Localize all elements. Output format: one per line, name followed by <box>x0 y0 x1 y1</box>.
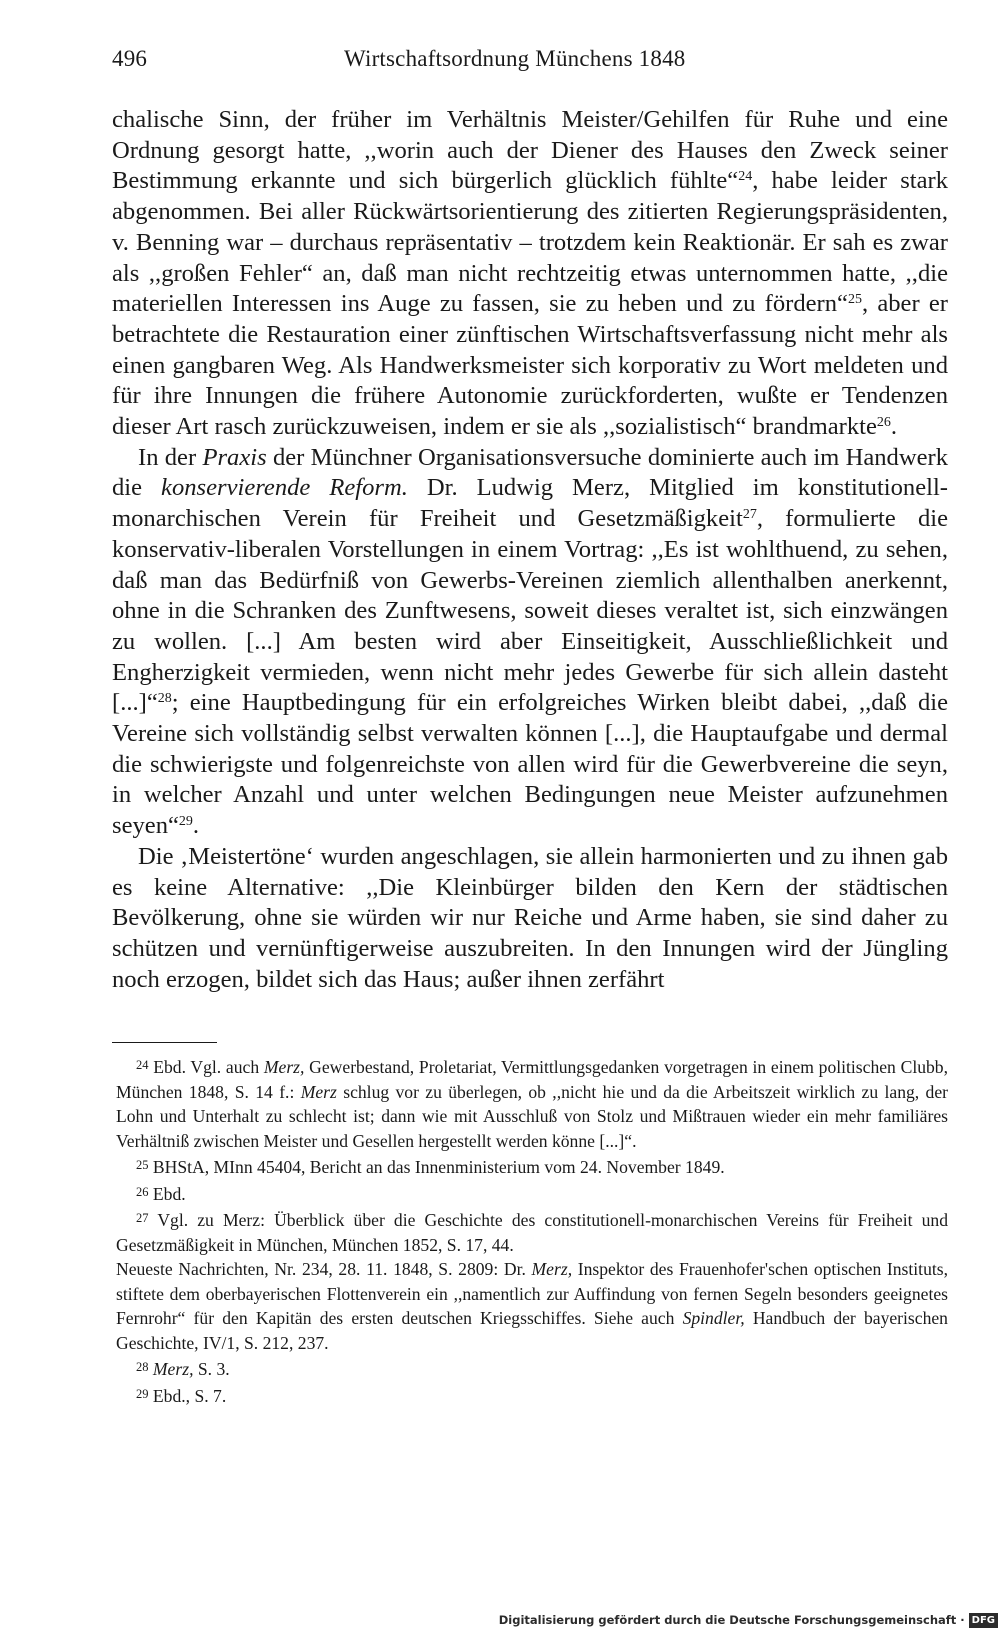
page-number: 496 <box>112 46 148 71</box>
footnote-25 <box>116 1153 948 1180</box>
text-run: , habe leider stark abgenommen. Bei aller Rückwärtsorientierung des zitierten Regierungspräsidenten, v. Benning war – durchaus repräsentativ – trotzdem kein Reaktionär. Er sah es zwar als ,,großen Fehler“ an, daß man nicht rechtzeitig etwas unternommen hatte, ,,die materiellen Interessen ins Auge zu fassen, sie zu heben und zu fördern“ <box>112 167 948 318</box>
italic-term: Merz, <box>263 1057 305 1077</box>
credit-text: Digitalisierung gefördert durch die Deutsche Forschungsgemeinschaft · <box>498 1613 965 1627</box>
text-run: Inspektor des Frauenhofer'schen optischen Instituts, stiftete dem oberbayerischen Flottenverein ein ,,namentlich zur Auffindung von fernen Segeln besonders geeignetes Fernrohr“ für den Kapitän des ersten deutschen Kriegsschiffes. Siehe auch <box>116 1259 948 1328</box>
dfg-logo-icon: DFG <box>969 1613 998 1628</box>
text-run: S. 3. <box>193 1359 230 1379</box>
footnotes <box>116 1053 948 1408</box>
paragraph-3: Die ‚Meistertöne‘ wurden angeschlagen, sie allein harmonierten und zu ihnen gab es keine Alternative: ,,Die Kleinbürger bilden den Kern der städtischen Bevölkerung, ohne sie würden wir nur Reiche und Arme haben, sie sind daher zu schützen und vernünftigerweise auszubreiten. In den Innungen wird der Jüngling noch erzogen, bildet sich das Haus; außer ihnen zerfährt <box>112 842 948 993</box>
main-text <box>112 105 948 995</box>
italic-term: Merz, <box>531 1259 573 1279</box>
text-run: . <box>890 413 898 441</box>
footnote-ref-28[interactable]: 28 <box>157 691 172 707</box>
footnote-29 <box>116 1382 948 1409</box>
footnote-ref-26[interactable]: 26 <box>876 415 891 431</box>
text-run: Neueste Nachrichten, Nr. 234, 28. 11. 1848, S. 2809: Dr. <box>116 1259 532 1279</box>
italic-term: Praxis <box>202 443 267 471</box>
italic-term: Spindler, <box>682 1308 745 1328</box>
text-run: Handbuch der bayerischen Geschichte, IV/1, S. 212, 237. <box>116 1308 948 1353</box>
footnote-ref-25[interactable]: 25 <box>847 292 862 308</box>
paragraph-1 <box>112 105 948 443</box>
footnote-number: 24 <box>136 1058 149 1072</box>
text-run: Ebd. <box>152 1183 186 1204</box>
text-run: ; eine Hauptbedingung für ein erfolgreiches Wirken bleibt dabei, ,,daß die Vereine sich vollständig selbst verwalten können [...], die Hauptaufgabe und dermal die schwierigste und folgenreichste von allen wird für die Gewerbvereine die seyn, in welcher Anzahl und unter welchen Bedingungen neue Meister aufzunehmen seyen“ <box>112 689 948 840</box>
text-run: In der <box>138 443 203 471</box>
footnote-28 <box>116 1355 948 1382</box>
italic-term: Merz, <box>152 1359 194 1379</box>
text-run: chalische Sinn, der früher im Verhältnis Meister/Gehilfen für Ruhe und eine Ordnung gesorgt hatte, ,,worin auch der Diener des Hauses den Zweck seiner Bestimmung erkannte und sich bürgerlich glücklich fühlte“ <box>112 106 948 195</box>
text-run: BHStA, MInn 45404, Bericht an das Innenministerium vom 24. November 1849. <box>152 1157 725 1177</box>
text-run: . <box>192 812 200 840</box>
text-run: Dr. Ludwig Merz, Mitglied im konstitutionell-monarchischen Verein für Freiheit und Gesetzmäßigkeit <box>112 474 948 533</box>
text-run: der Münchner Organisationsversuche dominierte auch im Handwerk die <box>112 443 949 502</box>
text-run: Gewerbestand, Proletariat, Vermittlungsgedanken vorgetragen in einem politischen Clubb, München 1848, S. 14 f.: <box>116 1057 948 1102</box>
text-run: , aber er betrachtete die Restauration einer zünftischen Wirtschaftsverfassung nicht mehr als einen gangbaren Weg. Als Handwerksmeister sich korporativ zu Wort meldeten und für ihre Innungen die frühere Autonomie zurückforderten, wußte er Tendenzen dieser Art rasch zurückzuweisen, indem er sie als ,,sozialistisch“ brandmarkte <box>112 290 948 441</box>
footnote-ref-24[interactable]: 24 <box>738 169 753 185</box>
footnote-divider <box>112 1042 217 1043</box>
footnote-27 <box>116 1206 948 1257</box>
footnote-26 <box>116 1180 948 1207</box>
paragraph-2 <box>112 443 948 842</box>
footnote-24 <box>116 1053 948 1153</box>
italic-term: konservierende Reform. <box>161 474 408 502</box>
text-run: schlug vor zu überlegen, ob ,,nicht hie und da die Arbeitszeit wirklich zu lang, der Lohn und Unterhalt zu schlecht ist; dann wie mit Ausschluß von Stolz und Mißtrauen wieder ein mehr familiäres Verhältniß zwischen Meister und Gesellen hergestellt werden könne [...]“. <box>116 1081 949 1151</box>
running-title: Wirtschaftsordnung Münchens 1848 <box>344 46 686 71</box>
footnote-number: 25 <box>136 1158 149 1172</box>
text-run: , formulierte die konservativ-liberalen Vorstellungen in einem Vortrag: ,,Es ist wohlthuend, zu sehen, daß man das Bedürfniß von Gewerbs-Vereinen ziemlich allenthalben anerkennt, ohne in die Schranken des Zunftwesens, soweit dieses veraltet ist, sich einzwängen zu wollen. [...] Am besten wird aber Einseitigkeit, Ausschließlichkeit und Engherzigkeit vermieden, wenn nicht mehr jedes Gewerbe für sich allein dasteht [...]“ <box>112 505 948 717</box>
italic-term: Merz <box>300 1081 337 1102</box>
footnote-number: 28 <box>136 1360 149 1374</box>
footnote-ref-27[interactable]: 27 <box>742 507 757 523</box>
digitization-credit <box>499 1610 1000 1630</box>
footnote-27-continued <box>116 1257 948 1355</box>
text-run: Ebd. Vgl. auch <box>153 1057 264 1077</box>
footnote-number: 27 <box>136 1211 149 1225</box>
text-run: Vgl. zu Merz: Überblick über die Geschichte des constitutionell-monarchischen Vereins für Freiheit und Gesetzmäßigkeit in München, München 1852, S. 17, 44. <box>116 1210 948 1255</box>
footnote-ref-29[interactable]: 29 <box>178 814 193 830</box>
footnote-number: 29 <box>136 1386 149 1401</box>
text-run: Ebd., S. 7. <box>152 1385 227 1406</box>
footnote-number: 26 <box>136 1184 149 1199</box>
